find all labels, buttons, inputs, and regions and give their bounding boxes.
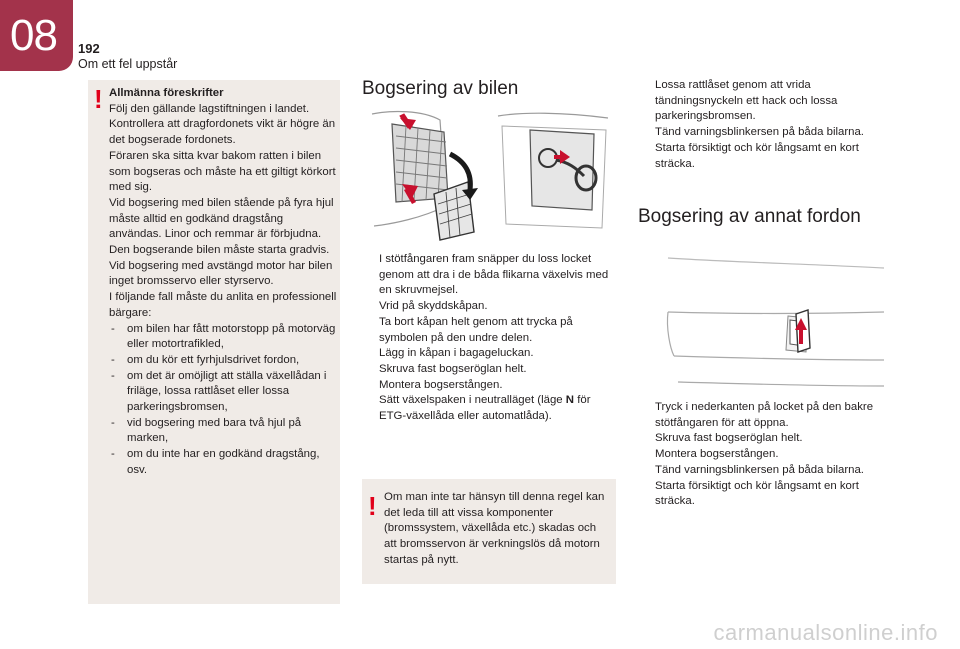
list-item: - om bilen har fått motorstopp på motorväg eller motortrafikled, (109, 322, 337, 353)
box-paragraph: Vid bogsering med avstängd motor har bilen inget bromsservo eller styrservo. (109, 259, 333, 288)
professional-cases-list (109, 322, 337, 479)
box-paragraph: Föraren ska sitta kvar bakom ratten i bilen som bogseras och måste ha ett giltigt körkort med sig. (109, 149, 336, 194)
towing-own-steps-list (362, 252, 617, 425)
list-item: Skruva fast bogseröglan helt. (379, 362, 527, 375)
warning-exclamation-icon: ! (368, 491, 377, 521)
list-item: Skruva fast bogseröglan helt. (655, 432, 803, 445)
list-item: Montera bogserstången. (379, 378, 503, 391)
warning-exclamation-icon: ! (94, 84, 103, 114)
list-item: Lägg in kåpan i bagageluckan. (379, 347, 534, 360)
list-item: Tänd varningsblinkersen på båda bilarna. (655, 463, 864, 476)
box-title: Allmänna föreskrifter (109, 87, 224, 99)
chapter-tab (0, 0, 73, 71)
list-item: Vrid på skyddskåpan. (379, 300, 488, 313)
list-item: Starta försiktigt och kör långsamt en kort sträcka. (655, 141, 859, 170)
towing-own-steps-continued (638, 78, 888, 172)
list-item: - om du inte har en godkänd dragstång, osv. (109, 447, 337, 478)
list-item: Montera bogserstången. (655, 448, 779, 461)
rear-bumper-towing-illustration (638, 248, 888, 392)
warning-text: Om man inte tar hänsyn till denna regel kan det leda till att vissa komponenter (bromssystem, växellåda etc.) skadas och att bromsservon är verkningslös då motorn startas på nytt. (384, 491, 605, 566)
box-paragraph: Den bogserande bilen måste starta gradvis. (109, 244, 330, 257)
list-item: Tryck i nederkanten på locket på den bakre stötfångaren för att öppna. (655, 401, 874, 429)
neutral-gear-letter: N (565, 394, 575, 407)
list-item: Lossa rattlåset genom att vrida tändningsnyckeln ett hack och lossa parkeringsbromsen. (655, 79, 838, 123)
list-item: - om det är omöjligt att ställa växellådan i friläge, lossa rattlåset eller lossa parkeringsbromsen, (109, 369, 337, 416)
list-item: - vid bogsering med bara två hjul på marken, (109, 416, 337, 447)
heading-towing-own: Bogsering av bilen (362, 78, 519, 99)
towing-eye-fitted-panel (494, 110, 614, 242)
list-item: Starta försiktigt och kör långsamt en kort sträcka. (655, 479, 859, 508)
watermark-text: carmanualsonline.info (713, 620, 938, 645)
towing-other-steps-list (638, 400, 888, 510)
front-bumper-cover-illustration (362, 106, 616, 246)
list-item: Sätt växelspaken i neutralläget (läge N för ETG-växellåda eller automatlåda). (379, 394, 591, 423)
box-paragraph: I följande fall måste du anlita en professionell bärgare: (109, 291, 337, 319)
box-paragraph: Kontrollera att dragfordonets vikt är högre än det bogserade fordonets. (109, 118, 336, 147)
list-item: I stötfångaren fram snäpper du loss locket genom att dra i de båda flikarna växelvis med en skruvmejsel. (379, 253, 609, 297)
warning-box (362, 479, 616, 584)
section-title: Om ett fel uppstår (78, 57, 178, 71)
box-paragraph: Följ den gällande lagstiftningen i landet. (109, 102, 310, 115)
list-item: Ta bort kåpan helt genom att trycka på symbolen på den undre delen. (379, 315, 573, 344)
heading-towing-other: Bogsering av annat fordon (638, 206, 861, 227)
chapter-number: 08 (10, 11, 57, 60)
list-item: - om du kör ett fyrhjulsdrivet fordon, (109, 353, 337, 369)
list-item: Tänd varningsblinkersen på båda bilarna. (655, 126, 864, 139)
general-precautions-box (88, 80, 340, 604)
bumper-cover-removal-panel (366, 110, 490, 242)
page-number: 192 (78, 41, 100, 56)
box-paragraph: Vid bogsering med bilen stående på fyra hjul måste alltid en godkänd dragstång användas. Linor och remmar är förbjudna. (109, 196, 334, 241)
